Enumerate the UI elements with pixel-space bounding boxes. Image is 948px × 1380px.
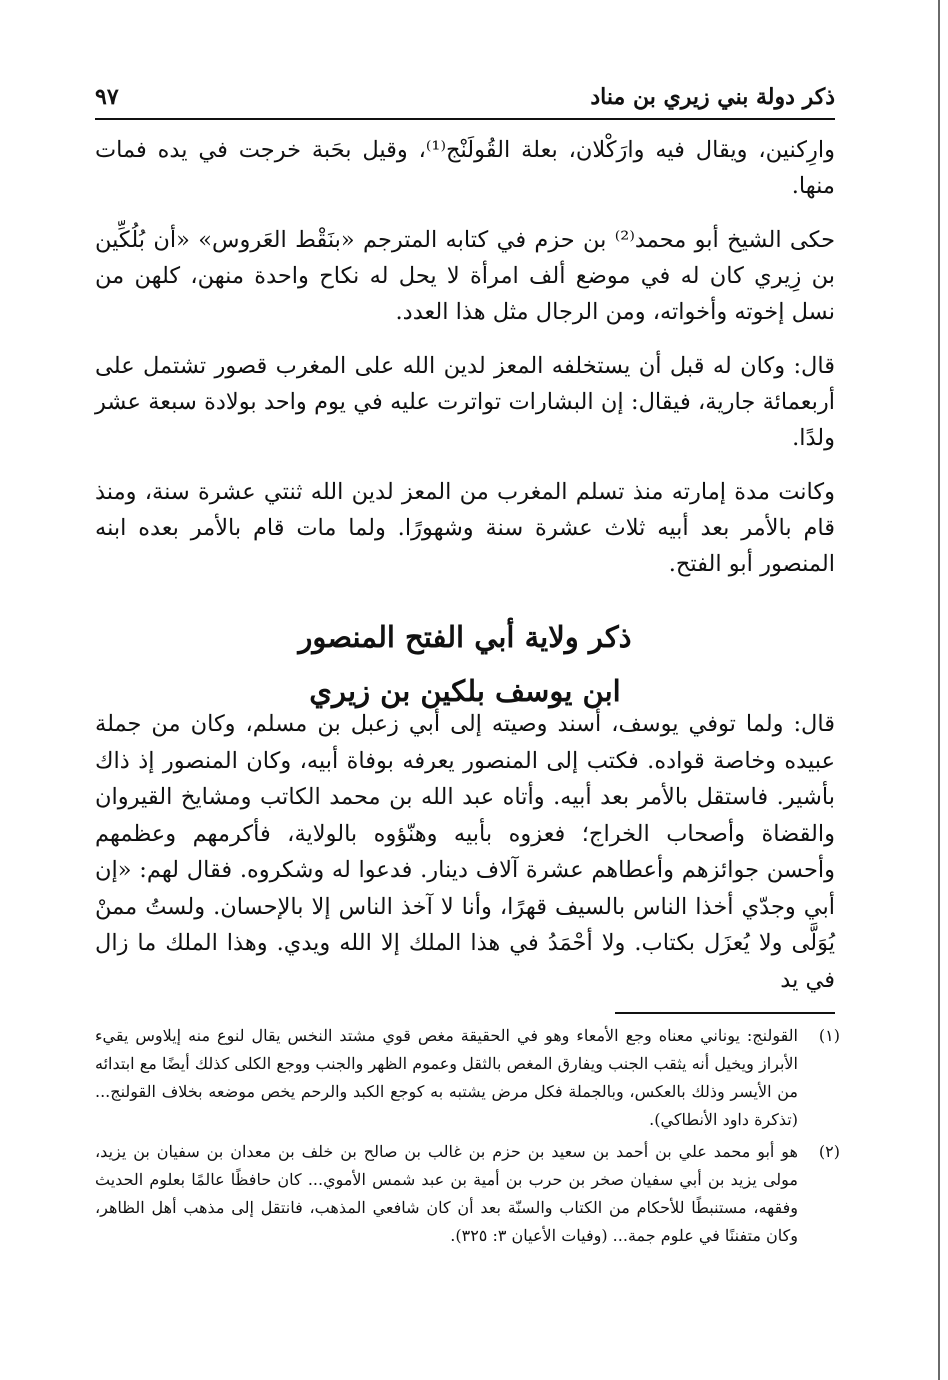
chapter-heading-line-2: ابن يوسف بلكين بن زيري <box>309 674 621 708</box>
footnote-divider <box>615 1012 835 1014</box>
footnotes <box>95 1022 840 1254</box>
chapter-heading-line-1: ذكر ولاية أبي الفتح المنصور <box>298 620 632 654</box>
main-text-section-2 <box>95 706 835 998</box>
running-title: ذكر دولة بني زيري بن مناد <box>590 84 835 110</box>
paragraph-2: حكى الشيخ أبو محمد⁽²⁾ بن حزم في كتابه المترجم «بنَقْط العَروس» «أن بُلُكِّين بن زِيري كان له في موضع ألف امرأة لا يحل له نكاح واحدة منهن، كلهن من نسل إخوته وأخواته، ومن الرجال مثل هذا العدد. <box>95 227 835 325</box>
footnote-2 <box>95 1138 840 1250</box>
footnote-1 <box>95 1022 840 1134</box>
page-edge-line <box>938 0 940 1380</box>
footnote-text: هو أبو محمد علي بن أحمد بن سعيد بن حزم بن غالب بن صالح بن خلف بن معدان بن سفيان بن يزيد، مولى يزيد بن أبي سفيان صخر بن حرب بن أمية بن عبد شمس الأموي... كان حافظًا عالمًا بعلوم الحديث وفقهه، مستنبطًا للأحكام من الكتاب والسنّة بعد أن كان شافعي المذهب، فانتقل إلى مذهب أهل الظاهر، وكان متفننًا في علوم جمة... (وفيات الأعيان ٣: ٣٢٥). <box>95 1142 798 1245</box>
page-number: ٩٧ <box>95 84 119 110</box>
main-text-section-1 <box>95 132 835 600</box>
paragraph-3: قال: وكان له قبل أن يستخلفه المعز لدين الله على المغرب قصور تشتمل على أربعمائة جارية، فيقال: إن البشارات تواترت عليه في يوم واحد بولادة سبعة عشر ولدًا. <box>95 353 835 451</box>
chapter-heading <box>95 610 835 718</box>
footnote-text: القولنج: يوناني معناه وجع الأمعاء وهو في الحقيقة مغص قوي مشتد النخس يقال لنوع منه إيلاوس يقيء الأبراز ويخيل أنه يثقب الجنب ويفارق المغص بالثقل وعموم الظهر والجنب ووجع الكلى كذلك أيضًا مع ابتدائه من الأيسر وذلك بالعكس، وبالجملة فكل مرض يشتبه به كوجع الكبد والرحم يخص موضعه بخلاف القولنج... (تذكرة داود الأنطاكي). <box>95 1026 799 1129</box>
footnote-marker: (٢) <box>818 1142 840 1161</box>
paragraph-1: وارِكنين، ويقال فيه وارَكْلان، بعلة القُولَنْج⁽¹⁾، وقيل بحَبة خرجت في يده فمات منها. <box>95 137 835 199</box>
paragraph-4: وكانت مدة إمارته منذ تسلم المغرب من المعز لدين الله ثنتي عشرة سنة، ومنذ قام بالأمر بعد أبيه ثلاث عشرة سنة وشهورًا. ولما مات قام بالأمر بعده ابنه المنصور أبو الفتح. <box>95 479 835 577</box>
running-header <box>95 84 835 120</box>
paragraph-5: قال: ولما توفي يوسف، أسند وصيته إلى أبي زعبل بن مسلم، وكان من جملة عبيده وخاصة قواده. فكتب إلى المنصور يعرفه بوفاة أبيه، وكان المنصور إذ ذاك بأشير. فاستقل بالأمر بعد أبيه. وأتاه عبد الله بن محمد الكاتب ومشايخ القيروان والقضاة وأصحاب الخراج؛ فعزوه بأبيه وهنّؤوه بالولاية، فأكرمهم وعظمهم وأحسن جوائزهم وأعطاهم عشرة آلاف دينار. فدعوا له وشكروه. فقال لهم: «إن أبي وجدّي أخذا الناس بالسيف قهرًا، وأنا لا آخذ الناس إلا بالإحسان. ولستُ ممنْ يُوَلَّى ولا يُعزَل بكتاب. ولا أحْمَدُ في هذا الملك إلا الله ويدي. وهذا الملك ما زال في يد <box>95 711 835 993</box>
footnote-marker: (١) <box>818 1026 840 1045</box>
